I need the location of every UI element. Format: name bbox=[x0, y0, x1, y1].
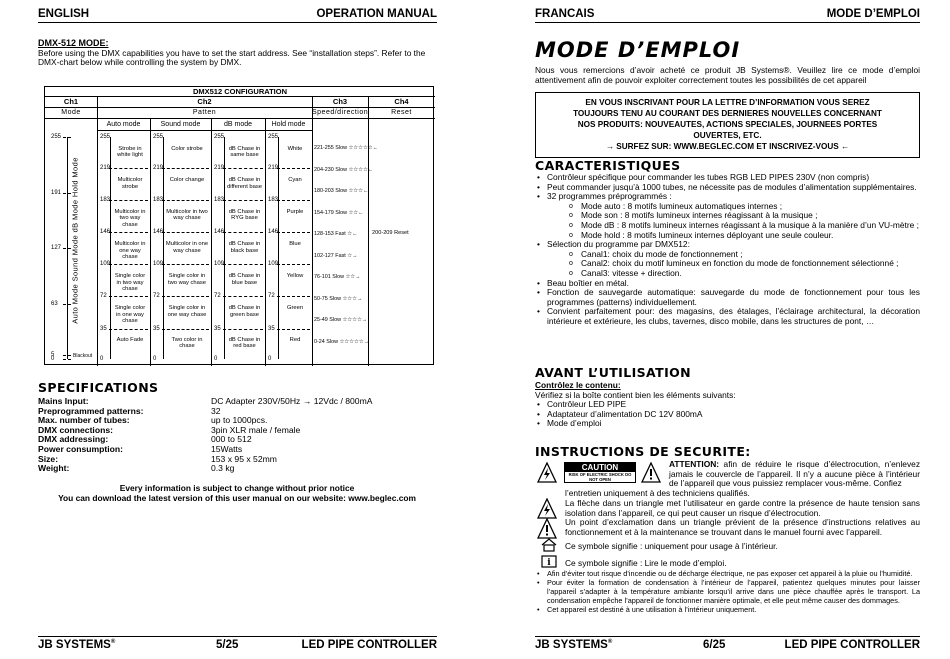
grid-line bbox=[163, 137, 164, 359]
pattern-value: 109 bbox=[100, 261, 111, 268]
tick bbox=[63, 359, 71, 360]
pattern-label: Multicolor in one way chase bbox=[165, 241, 209, 254]
channel-header: Ch4 bbox=[394, 97, 409, 106]
grid-line bbox=[150, 118, 151, 366]
channel-subheader: Reset bbox=[391, 109, 412, 116]
dmx-title: DMX-512 MODE: bbox=[38, 38, 109, 48]
tick bbox=[162, 329, 209, 330]
tick bbox=[277, 232, 310, 233]
read-manual-icon bbox=[541, 555, 557, 568]
pattern-value: 146 bbox=[153, 228, 164, 235]
speed-entry: 221-255 Slow ☆☆☆☆☆← bbox=[314, 145, 379, 151]
tick bbox=[277, 200, 310, 201]
table-title: DMX512 CONFIGURATION bbox=[192, 87, 288, 96]
pattern-label: Multicolor in two way chase bbox=[114, 208, 146, 228]
footer-page-number: 6/25 bbox=[703, 639, 726, 651]
pattern-value: 255 bbox=[214, 134, 225, 140]
footer-page-number: 5/25 bbox=[216, 639, 239, 651]
spec-value: 153 x 95 x 52mm bbox=[211, 453, 277, 464]
header-language: ENGLISH bbox=[38, 8, 90, 20]
pattern-label: Multicolor in two way chase bbox=[166, 208, 208, 222]
specifications-title: SPECIFICATIONS bbox=[38, 380, 159, 395]
footer-brand: JB SYSTEMS® bbox=[535, 639, 613, 651]
pattern-label: Two color in chase bbox=[171, 336, 203, 350]
intro-text: Nous vous remercions d’avoir acheté ce produit JB Systems®. Veuillez lire ce mode d’emploi attentivement afin de pouvoir exploiter correctement toutes les possibilités de cet appareil bbox=[535, 65, 920, 85]
list-item: • Contrôleur LED PIPE bbox=[535, 400, 920, 410]
pattern-label: Yellow bbox=[286, 273, 304, 280]
list-item: • Afin d’éviter tout risque d’incendie ou de décharge électrique, ne pas exposer cet appareil à la pluie ou l’humidité. bbox=[535, 569, 920, 578]
tick bbox=[277, 264, 310, 265]
pattern-label: Single color in one way chase bbox=[114, 305, 146, 325]
ch1-value: 191 bbox=[51, 189, 62, 196]
spec-value: 32 bbox=[211, 405, 221, 416]
pattern-value: 0 bbox=[153, 356, 157, 362]
tick bbox=[162, 264, 209, 265]
tick bbox=[109, 200, 148, 201]
exclamation-triangle-icon bbox=[537, 518, 557, 540]
grid-line bbox=[45, 118, 435, 119]
pattern-label: Single color in one way chase bbox=[167, 305, 207, 318]
pattern-value: 219 bbox=[268, 165, 279, 172]
grid-line bbox=[211, 118, 212, 366]
grid-line bbox=[45, 107, 435, 108]
grid-line bbox=[97, 96, 98, 366]
pattern-value: 0 bbox=[268, 356, 272, 362]
list-item: • Peut commander jusqu’à 1000 tubes, ne nécessite pas de modules d’alimentation supplémentaires. bbox=[535, 183, 920, 193]
channel-subheader: Patten bbox=[192, 109, 217, 116]
ch1-value: 0 bbox=[51, 356, 55, 362]
list-item: • Adaptateur d’alimentation DC 12V 800mA bbox=[535, 410, 920, 420]
speed-entry: 128-153 Fast ☆← bbox=[314, 231, 358, 237]
pattern-value: 0 bbox=[100, 356, 104, 362]
pattern-label: Red bbox=[289, 336, 301, 343]
pattern-value: 183 bbox=[100, 196, 111, 203]
pattern-label: Color strobe bbox=[171, 145, 203, 152]
pattern-label: dB Chase in different base bbox=[226, 177, 263, 190]
list-item: • Fonction de sauvegarde automatique: sauvegarde du mode de fonctionnement pour tous les programmes (patterns) individuellement. bbox=[535, 288, 920, 307]
tick bbox=[223, 200, 263, 201]
newsletter-link[interactable]: → SURFEZ SUR: WWW.BEGLEC.COM ET INSCRIVEZ-VOUS ← bbox=[605, 142, 850, 151]
pattern-value: 255 bbox=[268, 134, 279, 140]
pattern-label: Multicolor strobe bbox=[117, 177, 143, 190]
channel-header: Ch2 bbox=[197, 97, 212, 106]
pattern-value: 146 bbox=[268, 228, 279, 235]
symbol-indoor-text: Ce symbole signifie : uniquement pour usage à l’intérieur. bbox=[565, 541, 778, 551]
pattern-value: 35 bbox=[100, 325, 107, 332]
spec-value: 0.3 kg bbox=[211, 463, 235, 474]
pattern-value: 183 bbox=[214, 196, 225, 203]
speed-entry: 50-75 Slow ☆☆☆→ bbox=[314, 295, 363, 302]
pattern-value: 35 bbox=[268, 325, 275, 332]
footer-product: LED PIPE CONTROLLER bbox=[784, 639, 920, 651]
pattern-label: dB Chase in RYG base bbox=[228, 208, 261, 222]
pattern-value: 109 bbox=[268, 261, 279, 268]
header-title: OPERATION MANUAL bbox=[316, 8, 437, 20]
page-header bbox=[38, 8, 437, 23]
caution-text: CAUTION bbox=[565, 463, 635, 472]
notice-change: Every information is subject to change without prior notice bbox=[119, 483, 355, 493]
spec-key: Weight: bbox=[38, 463, 70, 474]
tick bbox=[162, 296, 209, 297]
spec-value: 000 to 512 bbox=[211, 434, 252, 445]
list-item: • Mode d’emploi bbox=[535, 419, 920, 429]
pattern-value: 0 bbox=[214, 356, 218, 362]
ch1-value: 255 bbox=[51, 134, 62, 140]
controlez-label: Contrôlez le contenu: bbox=[535, 380, 621, 390]
speed-entry: 204-230 Slow ☆☆☆☆← bbox=[314, 166, 374, 173]
spec-key: Power consumption: bbox=[38, 444, 123, 454]
caution-subtext: RISK OF ELECTRIC SHOCK DO NOT OPEN bbox=[568, 472, 632, 482]
svg-text:i: i bbox=[547, 558, 551, 568]
newsletter-line: TOUJOURS TENU AU COURANT DES DERNIERES NOUVELLES CONCERNANT bbox=[573, 109, 882, 118]
tick bbox=[162, 200, 209, 201]
grid-line bbox=[97, 130, 312, 131]
list-item: o Canal3: vitesse + direction. bbox=[535, 269, 920, 279]
mode-header: Auto mode bbox=[106, 121, 141, 128]
pattern-value: 183 bbox=[153, 196, 164, 203]
page-header bbox=[535, 8, 920, 23]
pattern-label: Single color in two way chase bbox=[167, 273, 207, 286]
footer-brand: JB SYSTEMS® bbox=[38, 639, 116, 651]
specifications-list bbox=[38, 397, 438, 477]
reset-entry: 200-209 Reset bbox=[372, 230, 409, 236]
pattern-label: Color change bbox=[169, 177, 205, 183]
tick bbox=[223, 168, 263, 169]
footer-product: LED PIPE CONTROLLER bbox=[301, 639, 437, 651]
grid-line bbox=[110, 137, 111, 359]
pattern-label: Blue bbox=[289, 241, 301, 247]
tick bbox=[162, 232, 209, 233]
pattern-value: 146 bbox=[214, 228, 225, 235]
pattern-label: dB Chase in red base bbox=[228, 336, 261, 350]
pattern-label: Strobe in white light bbox=[117, 145, 143, 159]
ch1-value: 63 bbox=[51, 301, 58, 308]
pattern-value: 72 bbox=[214, 293, 221, 300]
exclamation-warning-icon bbox=[641, 462, 661, 484]
notice-download: You can download the latest version of this user manual on our website: www.beglec.com bbox=[58, 493, 416, 503]
tick bbox=[223, 296, 263, 297]
vertical-mode-label: Auto Mode Sound Mode dB Mode Hold Mode bbox=[70, 157, 80, 324]
tick bbox=[223, 264, 263, 265]
tick bbox=[223, 329, 263, 330]
pattern-value: 183 bbox=[268, 196, 279, 203]
tick bbox=[109, 232, 148, 233]
caution-label bbox=[564, 462, 636, 483]
list-item: o Mode dB : 8 motifs lumineux internes réagissant à la musique à la manière d’un VU-mètre ; bbox=[535, 221, 920, 231]
tick bbox=[109, 168, 148, 169]
list-item: o Canal1: choix du mode de fonctionnement ; bbox=[535, 250, 920, 260]
caracteristiques-list bbox=[535, 173, 920, 327]
verifiez-text: Vérifiez si la boîte contient bien les éléments suivants: bbox=[535, 389, 736, 400]
dmx-section bbox=[38, 39, 436, 68]
tick bbox=[109, 264, 148, 265]
mode-header: Sound mode bbox=[160, 121, 201, 128]
speed-entry: 154-179 Slow ☆☆← bbox=[314, 209, 364, 216]
avant-section bbox=[535, 381, 920, 429]
spec-key: DMX connections: bbox=[38, 424, 113, 435]
mode-header: dB mode bbox=[223, 121, 253, 128]
list-item: • Cet appareil est destiné à une utilisation à l’intérieur uniquement. bbox=[535, 605, 920, 614]
grid-line bbox=[67, 137, 68, 359]
dmx-config-table bbox=[44, 86, 434, 365]
fleche-text: La flèche dans un triangle met l’utilisateur en garde contre la présence de haute tension sans isolation dans l’appareil, ce qui peut causer un risque d’électrocution. bbox=[565, 498, 920, 518]
pattern-label: dB Chase in blue base bbox=[228, 273, 261, 286]
pattern-value: 219 bbox=[214, 165, 225, 172]
main-title: MODE D’EMPLOI bbox=[535, 38, 741, 62]
securite-title: INSTRUCTIONS DE SECURITE: bbox=[535, 444, 751, 459]
attention-text: ATTENTION: afin de réduire le risque d’électrocution, n’enlevez jamais le couvercle de l’appareil. Il n’y a aucune pièce à l’intérieur de l’appareil que vous puissiez remplacer vous-même. Confiez bbox=[669, 459, 921, 489]
pattern-value: 109 bbox=[214, 261, 225, 268]
grid-line bbox=[278, 137, 279, 359]
pattern-label: Single color in two way chase bbox=[114, 273, 146, 293]
pattern-value: 109 bbox=[153, 261, 164, 268]
pattern-label: dB Chase in green base bbox=[228, 305, 261, 318]
spec-value: up to 1000pcs. bbox=[211, 415, 268, 426]
newsletter-line: EN VOUS INSCRIVANT POUR LA LETTRE D’INFORMATION VOUS SEREZ bbox=[585, 98, 870, 107]
lightning-warning-icon bbox=[537, 462, 557, 484]
spec-value: 3pin XLR male / female bbox=[211, 424, 301, 435]
ch1-value: 127 bbox=[51, 245, 62, 252]
spec-value: 15Watts bbox=[211, 444, 243, 454]
pattern-value: 72 bbox=[153, 293, 160, 300]
notice bbox=[38, 483, 436, 503]
list-item: o Mode son : 8 motifs lumineux internes réagissant à la musique ; bbox=[535, 211, 920, 221]
pattern-value: 146 bbox=[100, 228, 111, 235]
exclamation-text: Un point d’exclamation dans un triangle prévient de la présence d’instructions relatives au fonctionnement et à la maintenance se trouvant dans le manuel fourni avec l’appareil. bbox=[565, 517, 920, 537]
header-language: FRANCAIS bbox=[535, 8, 595, 20]
list-item: o Mode auto : 8 motifs lumineux automatiques internes ; bbox=[535, 202, 920, 212]
newsletter-box bbox=[535, 92, 920, 158]
grid-line bbox=[368, 96, 369, 366]
tick bbox=[162, 168, 209, 169]
speed-entry: 0-24 Slow ☆☆☆☆☆→ bbox=[314, 338, 370, 345]
channel-subheader: Mode bbox=[61, 109, 81, 116]
pattern-value: 255 bbox=[153, 134, 164, 140]
dmx-intro: Before using the DMX capabilities you have to set the start address. See “installation steps”. Refer to the DMX-chart below while controlling the system by DMX. bbox=[38, 47, 426, 68]
pattern-label: dB Chase in black base bbox=[228, 241, 261, 254]
page-right bbox=[475, 0, 950, 659]
lightning-triangle-icon bbox=[537, 498, 557, 520]
channel-subheader: Speed/direction bbox=[312, 109, 369, 116]
speed-entry: 102-127 Fast ☆→ bbox=[314, 252, 358, 259]
spec-key: Max. number of tubes: bbox=[38, 415, 130, 426]
pattern-label: Cyan bbox=[288, 177, 302, 183]
pattern-label: dB Chase in same base bbox=[228, 145, 261, 159]
pattern-label: Green bbox=[286, 305, 304, 312]
blackout-label: Blackout bbox=[73, 353, 93, 360]
spec-value: DC Adapter 230V/50Hz → 12Vdc / 800mA bbox=[211, 396, 373, 406]
ch1-value: 5 bbox=[51, 351, 55, 358]
list-item: • 32 programmes préprogrammés : bbox=[535, 192, 920, 202]
list-item: o Canal2: choix du motif lumineux en fonction du mode de fonctionnement sélectionné ; bbox=[535, 259, 920, 269]
channel-header: Ch1 bbox=[63, 97, 79, 106]
list-item: • Contrôleur spécifique pour commander les tubes RGB LED PIPES 230V (non compris) bbox=[535, 173, 920, 183]
speed-entry: 76-101 Slow ☆☆→ bbox=[314, 274, 361, 280]
avant-title: AVANT L’UTILISATION bbox=[535, 365, 692, 380]
safety-list bbox=[535, 569, 920, 614]
list-item: o Mode hold : 8 motifs lumineux internes déployant une seule couleur. bbox=[535, 231, 920, 241]
attention-text-2: l’entretien uniquement à des techniciens qualifiés. bbox=[565, 488, 750, 498]
pattern-label: Auto Fade bbox=[116, 336, 144, 343]
caracteristiques-title: CARACTERISTIQUES bbox=[535, 158, 681, 173]
tick bbox=[277, 168, 310, 169]
pattern-value: 219 bbox=[100, 165, 111, 172]
pattern-value: 35 bbox=[214, 325, 221, 332]
tick bbox=[109, 329, 148, 330]
header-title: MODE D’EMPLOI bbox=[826, 8, 920, 20]
newsletter-line: NOS PRODUITS: NOUVEAUTES, ACTIONS SPECIALES, JOURNEES PORTES bbox=[577, 120, 878, 129]
pattern-value: 35 bbox=[153, 325, 160, 332]
speed-entry: 25-49 Slow ☆☆☆☆→ bbox=[314, 317, 368, 323]
list-item: • Convient parfaitement pour: des magasins, des étalages, l’éclairage architectural, la décoration intérieure et extérieure, les clubs, tavernes, disco mobile, dans les structures de pont, … bbox=[535, 307, 920, 326]
tick bbox=[277, 329, 310, 330]
pattern-value: 219 bbox=[153, 165, 164, 172]
page-footer bbox=[535, 636, 920, 651]
pattern-label: Multicolor in one way chase bbox=[114, 241, 146, 260]
tick bbox=[109, 296, 148, 297]
tick bbox=[223, 232, 263, 233]
grid-line bbox=[312, 96, 313, 366]
pattern-value: 72 bbox=[268, 293, 275, 300]
speed-entry: 180-203 Slow ☆☆☆← bbox=[314, 188, 369, 194]
symbol-manual-text: Ce symbole signifie : Lire le mode d’emploi. bbox=[565, 558, 727, 568]
spec-key: Preprogrammed patterns: bbox=[38, 405, 144, 416]
page-footer bbox=[38, 636, 437, 651]
list-item: • Pour éviter la formation de condensation à l’intérieur de l’appareil, patientez quelques minutes pour laisser l’appareil s’adapter à la température ambiante lorsqu’il arrive dans une pièce chauffée après le transport. La condensation empêche l’appareil de fonctionner manière optimale, et elle peut même causer des dommages. bbox=[535, 578, 920, 605]
indoor-use-icon bbox=[541, 538, 557, 552]
pattern-value: 72 bbox=[100, 293, 107, 300]
pattern-label: White bbox=[287, 145, 303, 152]
grid-line bbox=[224, 137, 225, 359]
grid-line bbox=[265, 118, 266, 366]
mode-header: Hold mode bbox=[271, 121, 306, 128]
spec-key: Size: bbox=[38, 453, 59, 464]
pattern-label: Purple bbox=[286, 208, 304, 215]
newsletter-line: OUVERTES, ETC. bbox=[693, 131, 762, 140]
pattern-value: 255 bbox=[100, 134, 111, 140]
list-item: • Sélection du programme par DMX512: bbox=[535, 240, 920, 250]
list-item: • Beau boîtier en métal. bbox=[535, 279, 920, 289]
spec-key: Mains Input: bbox=[38, 396, 89, 406]
channel-header: Ch3 bbox=[332, 97, 348, 106]
tick bbox=[277, 296, 310, 297]
spec-key: DMX addressing: bbox=[38, 434, 109, 445]
